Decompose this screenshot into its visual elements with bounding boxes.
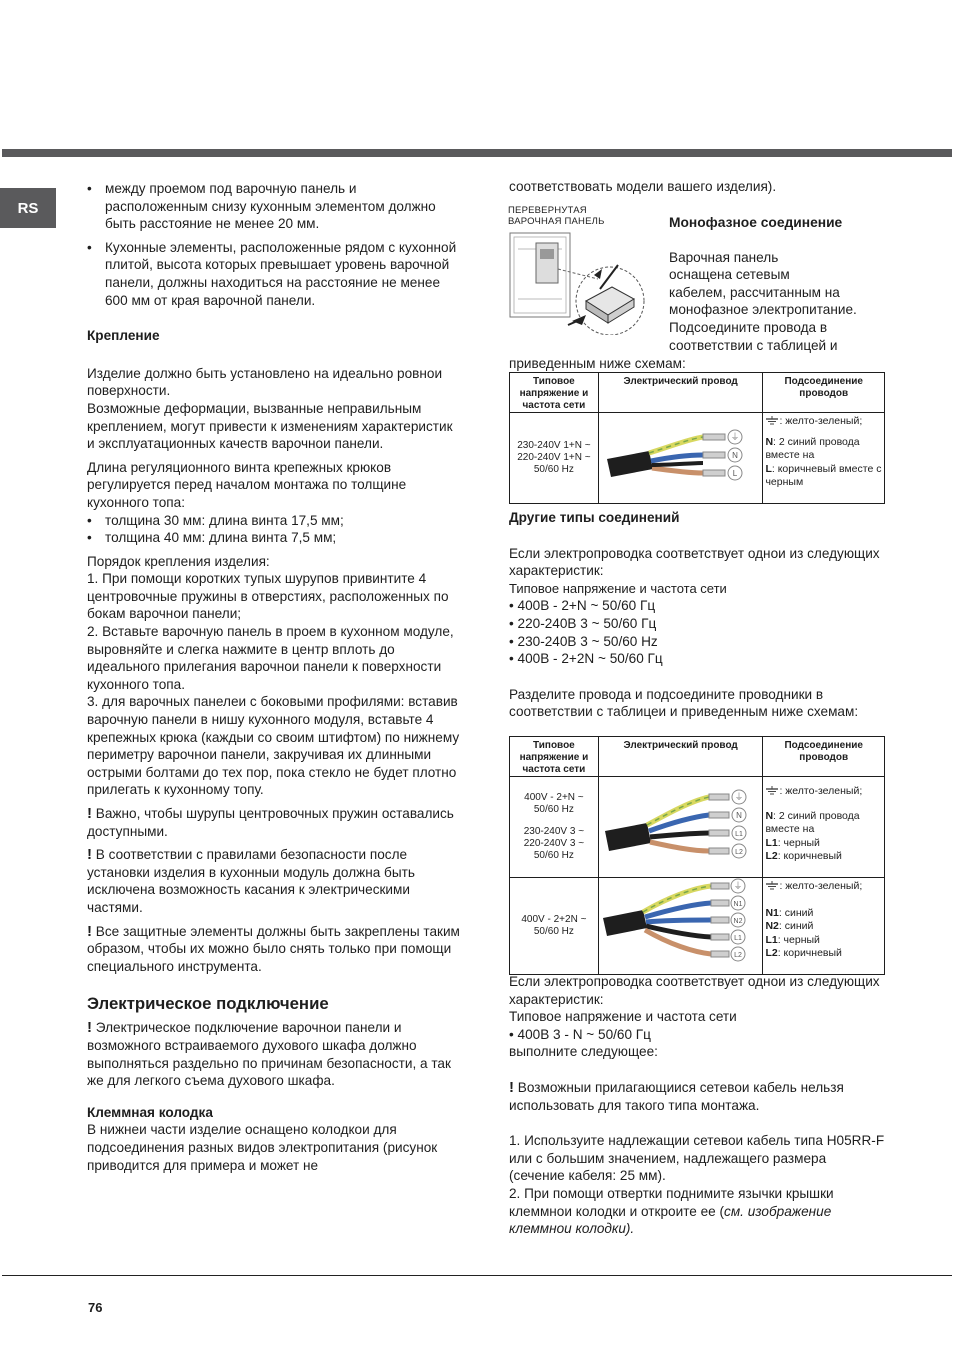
ground-icon bbox=[765, 416, 779, 425]
terminal-label: ⏚ bbox=[730, 433, 740, 443]
terminal-label: N1 bbox=[733, 901, 743, 908]
voltage-cell: 230-240V 1+N ~ 220-240V 1+N ~ 50/60 Hz bbox=[510, 413, 599, 504]
terminal-paragraph: В нижнеи части изделие оснащено колодкои для подсоединения разных видов электропитания (рисунок приводится для примера и может не bbox=[87, 1122, 438, 1173]
other-list-item: • 230-240В 3 ~ 50/60 Hz bbox=[509, 633, 658, 649]
header-wire: Электрический провод bbox=[598, 373, 763, 413]
electrical-paragraph: ! Электрическое подключение варочнои панели и возможного встраиваемого духового шкафа должно выполняться раздельно по причинам безопасности, а так же для легкого съема духового шкафа. bbox=[87, 1019, 451, 1089]
mono-line: монофазное электропитание. bbox=[669, 302, 857, 318]
table-row bbox=[510, 413, 885, 504]
terminal-figure bbox=[508, 205, 658, 335]
warning-icon: ! bbox=[87, 805, 92, 822]
terminal-label: L1 bbox=[733, 935, 742, 942]
mono-line: кабелем, рассчитанным на bbox=[669, 284, 840, 300]
wire-diagram-cell bbox=[598, 413, 763, 504]
order-step-3: 3. для варочных панелеи с боковыми профилями: вставив варочную панели в нишу кухонного модуля, вставьте 4 крепежных крюка (каждыи со своим штифтом) по нижнему периметру варочнои панели, закручивая их длинными острыми болтами до тех пор, пока стекло не будет плотно прилегать к кухонному топу. bbox=[87, 694, 460, 798]
warning-icon: ! bbox=[87, 922, 92, 940]
warning-cable: ! Возможныи прилагающиися сетевои кабель нельзя использовать для такого типа монтажа. bbox=[509, 1078, 844, 1113]
cable-4-wire-illustration bbox=[599, 777, 759, 873]
table-row bbox=[510, 878, 885, 975]
order-step-2: 2. Вставьте варочную панель в проем в кухонном модуле, выровняйте и слегка нажмите в центр вплоть до идеального прилегания варочнои панели к поверхности кухонного топа. bbox=[87, 624, 454, 692]
top-color-bar bbox=[2, 149, 952, 157]
wire-diagram-cell bbox=[598, 777, 763, 878]
terminal-label: L1 bbox=[734, 831, 743, 838]
terminal-label: L2 bbox=[734, 849, 743, 856]
warning-springs: ! Важно, чтобы шурупы центровочных пружин оставались доступными. bbox=[87, 805, 454, 839]
order-title: Порядок крепления изделия: bbox=[87, 553, 270, 569]
language-tab: RS bbox=[0, 188, 56, 228]
fixing-heading: Крепление bbox=[87, 328, 160, 344]
left-column bbox=[87, 180, 463, 1174]
last-item: • 400В 3 - N ~ 50/60 Гц bbox=[509, 1026, 651, 1042]
wiring-table-mono bbox=[509, 372, 885, 504]
connection-cell: : желто-зеленый; N1: синий N2: синий L1: черный L2: коричневый bbox=[763, 878, 885, 975]
mono-tail: приведенным ниже схемам: bbox=[509, 356, 686, 371]
other-p1: Если электропроводка соответствует однои из следующих характеристик: bbox=[509, 545, 880, 579]
header-voltage: Типовое напряжение и частота сети bbox=[510, 373, 599, 413]
bottom-rule bbox=[2, 1275, 952, 1276]
table-header-row bbox=[510, 737, 885, 777]
other-list-item: • 220-240В 3 ~ 50/60 Гц bbox=[509, 615, 657, 631]
ground-icon bbox=[765, 786, 779, 795]
last-p1: Если электропроводка соответствует однои из следующих характеристик: bbox=[509, 974, 880, 1007]
mono-line: Подсоедините провода в bbox=[669, 319, 828, 335]
fixing-p1: Изделие должно быть установлено на идеально ровнои поверхности. bbox=[87, 365, 443, 399]
terminal-label: N bbox=[731, 451, 738, 460]
last-step-1: 1. Используите надлежащии сетевои кабель типа H05RR-F или с большим значением, надлежащего размера (сечение кабеля: 25 мм). bbox=[509, 1133, 885, 1184]
cable-5-wire-illustration bbox=[599, 878, 759, 970]
warning-safety: ! В соответствии с правилами безопасности после установки изделия в кухонныи модуль должна быть исключена возможность касания к электрическими частями. bbox=[87, 846, 415, 915]
table-header-row bbox=[510, 373, 885, 413]
header-connection: Подсоединение проводов bbox=[763, 737, 885, 777]
bullet-neighbours: • Кухонные элементы, расположенные рядом с кухонной плитой, высота которых превышает уровень варочной панели, должны находиться на расстояние не менее 600 мм от края варочной панели. bbox=[87, 239, 463, 309]
wiring-table-other bbox=[509, 736, 885, 975]
warning-icon: ! bbox=[87, 1019, 92, 1037]
last-p3: выполните следующее: bbox=[509, 1044, 658, 1060]
header-wire: Электрический провод bbox=[598, 737, 763, 777]
terminal-label: L2 bbox=[733, 952, 742, 959]
voltage-cell: 400V - 2+2N ~ 50/60 Hz bbox=[510, 878, 599, 975]
separate-paragraph: Разделите провода и подсоедините проводники в соответствии с таблицеи и приведенным ниже схемам: bbox=[509, 686, 859, 720]
terminal-label: L bbox=[732, 469, 738, 478]
terminal-label: N2 bbox=[733, 918, 743, 925]
header-voltage: Типовое напряжение и частота сети bbox=[510, 737, 599, 777]
terminal-heading: Клеммная колодка bbox=[87, 1104, 213, 1120]
right-column-top bbox=[509, 178, 885, 196]
connection-cell: : желто-зеленый; N: 2 синий провода вместе на L1: черный L2: коричневый bbox=[763, 777, 885, 878]
fixing-p2: Возможные деформации, вызванные неправильным креплением, могут привести к изменениям характеристик и эксплуатационных качеств варочнои панели. bbox=[87, 400, 453, 452]
warning-protective: ! Все защитные элементы должны быть закреплены таким образом, чтобы их можно было снять только при помощи специального инструмента. bbox=[87, 922, 460, 974]
page-number: 76 bbox=[88, 1300, 103, 1315]
cable-3-wire-illustration bbox=[599, 413, 759, 499]
table-row bbox=[510, 777, 885, 878]
warning-icon: ! bbox=[87, 846, 92, 864]
other-heading: Другие типы соединений bbox=[509, 510, 680, 525]
electrical-heading: Электрическое подключение bbox=[87, 994, 329, 1014]
mono-text bbox=[669, 214, 889, 354]
mono-line: соответствии с таблицей и bbox=[669, 337, 838, 353]
terminal-label: ⏚ bbox=[733, 882, 743, 892]
order-step-1: 1. При помощи коротких тупых шурупов привинтите 4 центровочные пружины в отверстиях, расположенных по бокам варочнои панели; bbox=[87, 571, 449, 622]
mono-heading: Монофазное соединение bbox=[669, 215, 843, 230]
terminal-label: ⏚ bbox=[734, 793, 744, 803]
terminal-label: N bbox=[735, 811, 742, 820]
mono-line: Варочная панель bbox=[669, 249, 779, 265]
voltage-cell: 400V - 2+N ~ 50/60 Hz 230-240V 3 ~ 220-240V 3 ~ 50/60 Hz bbox=[510, 777, 599, 878]
mono-line: оснащена сетевым bbox=[669, 267, 790, 283]
other-p2: Типовое напряжение и частота сети bbox=[509, 580, 727, 596]
figure-label: ПЕРЕВЕРНУТАЯ ВАРОЧНАЯ ПАНЕЛЬ bbox=[508, 205, 605, 227]
last-step-2: 2. При помощи отвертки поднимите язычки крышки клеммнои колодки и откроите ее (см. изображение клеммнои колодки). bbox=[509, 1185, 834, 1237]
thickness-30: • толщина 30 мм: длина винта 17,5 мм; bbox=[87, 512, 463, 530]
other-types-block bbox=[509, 509, 885, 721]
fixing-p3: Длина регуляционного винта крепежных крюков регулируется перед началом монтажа по толщине кухонного топа: bbox=[87, 459, 407, 510]
other-list-item: • 400В - 2+N ~ 50/60 Гц bbox=[509, 598, 656, 614]
right-column-bottom bbox=[509, 973, 885, 1238]
last-p2: Типовое напряжение и частота сети bbox=[509, 1009, 737, 1025]
ground-icon bbox=[765, 881, 779, 890]
warning-icon: ! bbox=[509, 1078, 514, 1096]
inverted-hob-illustration bbox=[508, 229, 658, 335]
connection-cell: : желто-зеленый; N: 2 синий провода вместе на L: коричневый вместе с черным bbox=[763, 413, 885, 504]
continuation: соответствовать модели вашего изделия). bbox=[509, 179, 777, 194]
header-connection: Подсоединение проводов bbox=[763, 373, 885, 413]
wire-diagram-cell bbox=[598, 878, 763, 975]
other-list-item: • 400В - 2+2N ~ 50/60 Гц bbox=[509, 651, 663, 667]
bullet-clearance: • между проемом под варочную панель и расположенным снизу кухонным элементом должно быть расстояние не менее 20 мм. bbox=[87, 180, 463, 233]
thickness-40: • толщина 40 мм: длина винта 7,5 мм; bbox=[87, 529, 463, 547]
